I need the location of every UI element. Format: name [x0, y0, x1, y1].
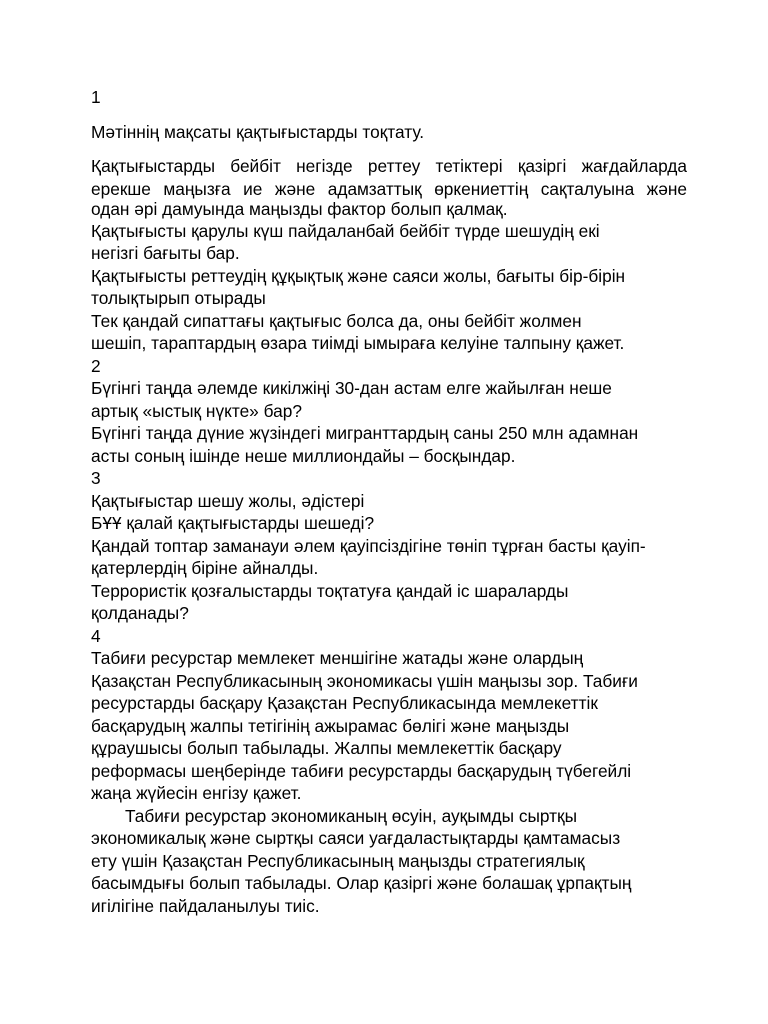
paragraph-line: реформасы шеңберінде табиғи ресурстарды басқарудың түбегейлі: [91, 760, 632, 781]
paragraph-line: Табиғи ресурстар мемлекет меншігіне жатады және олардың: [91, 648, 584, 669]
paragraph-line: Қақтығыстар шешу жолы, әдістері: [91, 490, 365, 511]
section-number: 2: [91, 355, 101, 376]
paragraph-line: Бүгінгі таңда әлемде кикілжіңі 30-дан астам елге жайылған неше: [91, 378, 612, 399]
paragraph-line: Табиғи ресурстар экономиканың өсуін, ауқымды сыртқы: [125, 805, 578, 826]
paragraph-line: құраушысы болып табылады. Жалпы мемлекеттік басқару: [91, 738, 562, 759]
paragraph-line: игілігіне пайдаланылуы тиіс.: [91, 895, 320, 916]
paragraph-line: одан әрі дамуында маңызды фактор болып қалмақ.: [91, 199, 508, 219]
paragraph-line: Қазақстан Республикасының экономикасы үшін маңызы зор. Табиғи: [91, 670, 638, 691]
paragraph-line: Қақтығысты қарулы күш пайдаланбай бейбіт түрде шешудің екі: [91, 220, 600, 241]
paragraph-line: асты соның ішінде неше миллиондайы – босқындар.: [91, 445, 516, 466]
paragraph-line: Террористік қозғалыстарды тоқтатуға қандай іс шараларды: [91, 580, 569, 601]
paragraph-line: артық «ыстық нүкте» бар?: [91, 400, 302, 421]
paragraph-line: Қандай топтар заманауи әлем қауіпсіздігіне төніп тұрған басты қауіп-: [91, 535, 646, 556]
paragraph-line: Қақтығыстарды бейбіт негізде реттеу тетіктері қазіргі жағдайларда: [91, 156, 687, 176]
paragraph-line: БҰҰ қалай қақтығыстарды шешеді?: [91, 513, 375, 534]
section-number: 4: [91, 625, 101, 646]
document-page: [91, 86, 687, 917]
paragraph-line: ерекше маңызға ие және адамзаттық өркениеттің сақталуына және: [91, 178, 687, 199]
section-number: 1: [91, 87, 101, 107]
paragraph-line: басқарудың жалпы тетігінің ажырамас бөлігі және маңызды: [91, 715, 570, 736]
paragraph-line: толықтырып отырады: [91, 288, 266, 309]
paragraph-line: Бүгінгі таңда дүние жүзіндегі мигранттардың саны 250 млн адамнан: [91, 423, 639, 444]
paragraph-line: жаңа жүйесін енгізу қажет.: [91, 783, 302, 804]
paragraph-line: негізгі бағыты бар.: [91, 243, 240, 264]
paragraph-line: Қақтығысты реттеудің құқықтық және саяси жолы, бағыты бір-бірін: [91, 265, 626, 286]
paragraph-line: басымдығы болып табылады. Олар қазіргі және болашақ ұрпақтың: [91, 873, 632, 894]
paragraph-line: ету үшін Қазақстан Республикасының маңызды стратегиялық: [91, 850, 585, 871]
paragraph-line: шешіп, тараптардың өзара тиімді ымыраға келуіне талпыну қажет.: [91, 333, 625, 354]
paragraph-line: ресурстарды басқару Қазақстан Республикасында мемлекеттік: [91, 693, 598, 714]
paragraph-line: Тек қандай сипаттағы қақтығыс болса да, оны бейбіт жолмен: [91, 310, 582, 331]
paragraph-line: экономикалық және сыртқы саяси уағдаластықтарды қамтамасыз: [91, 828, 621, 849]
paragraph-line: қатерлердің біріне айналды.: [91, 558, 319, 579]
section-title: Мәтіннің мақсаты қақтығыстарды тоқтату.: [91, 121, 425, 142]
paragraph-line: қолданады?: [91, 603, 189, 624]
section-number: 3: [91, 468, 101, 489]
